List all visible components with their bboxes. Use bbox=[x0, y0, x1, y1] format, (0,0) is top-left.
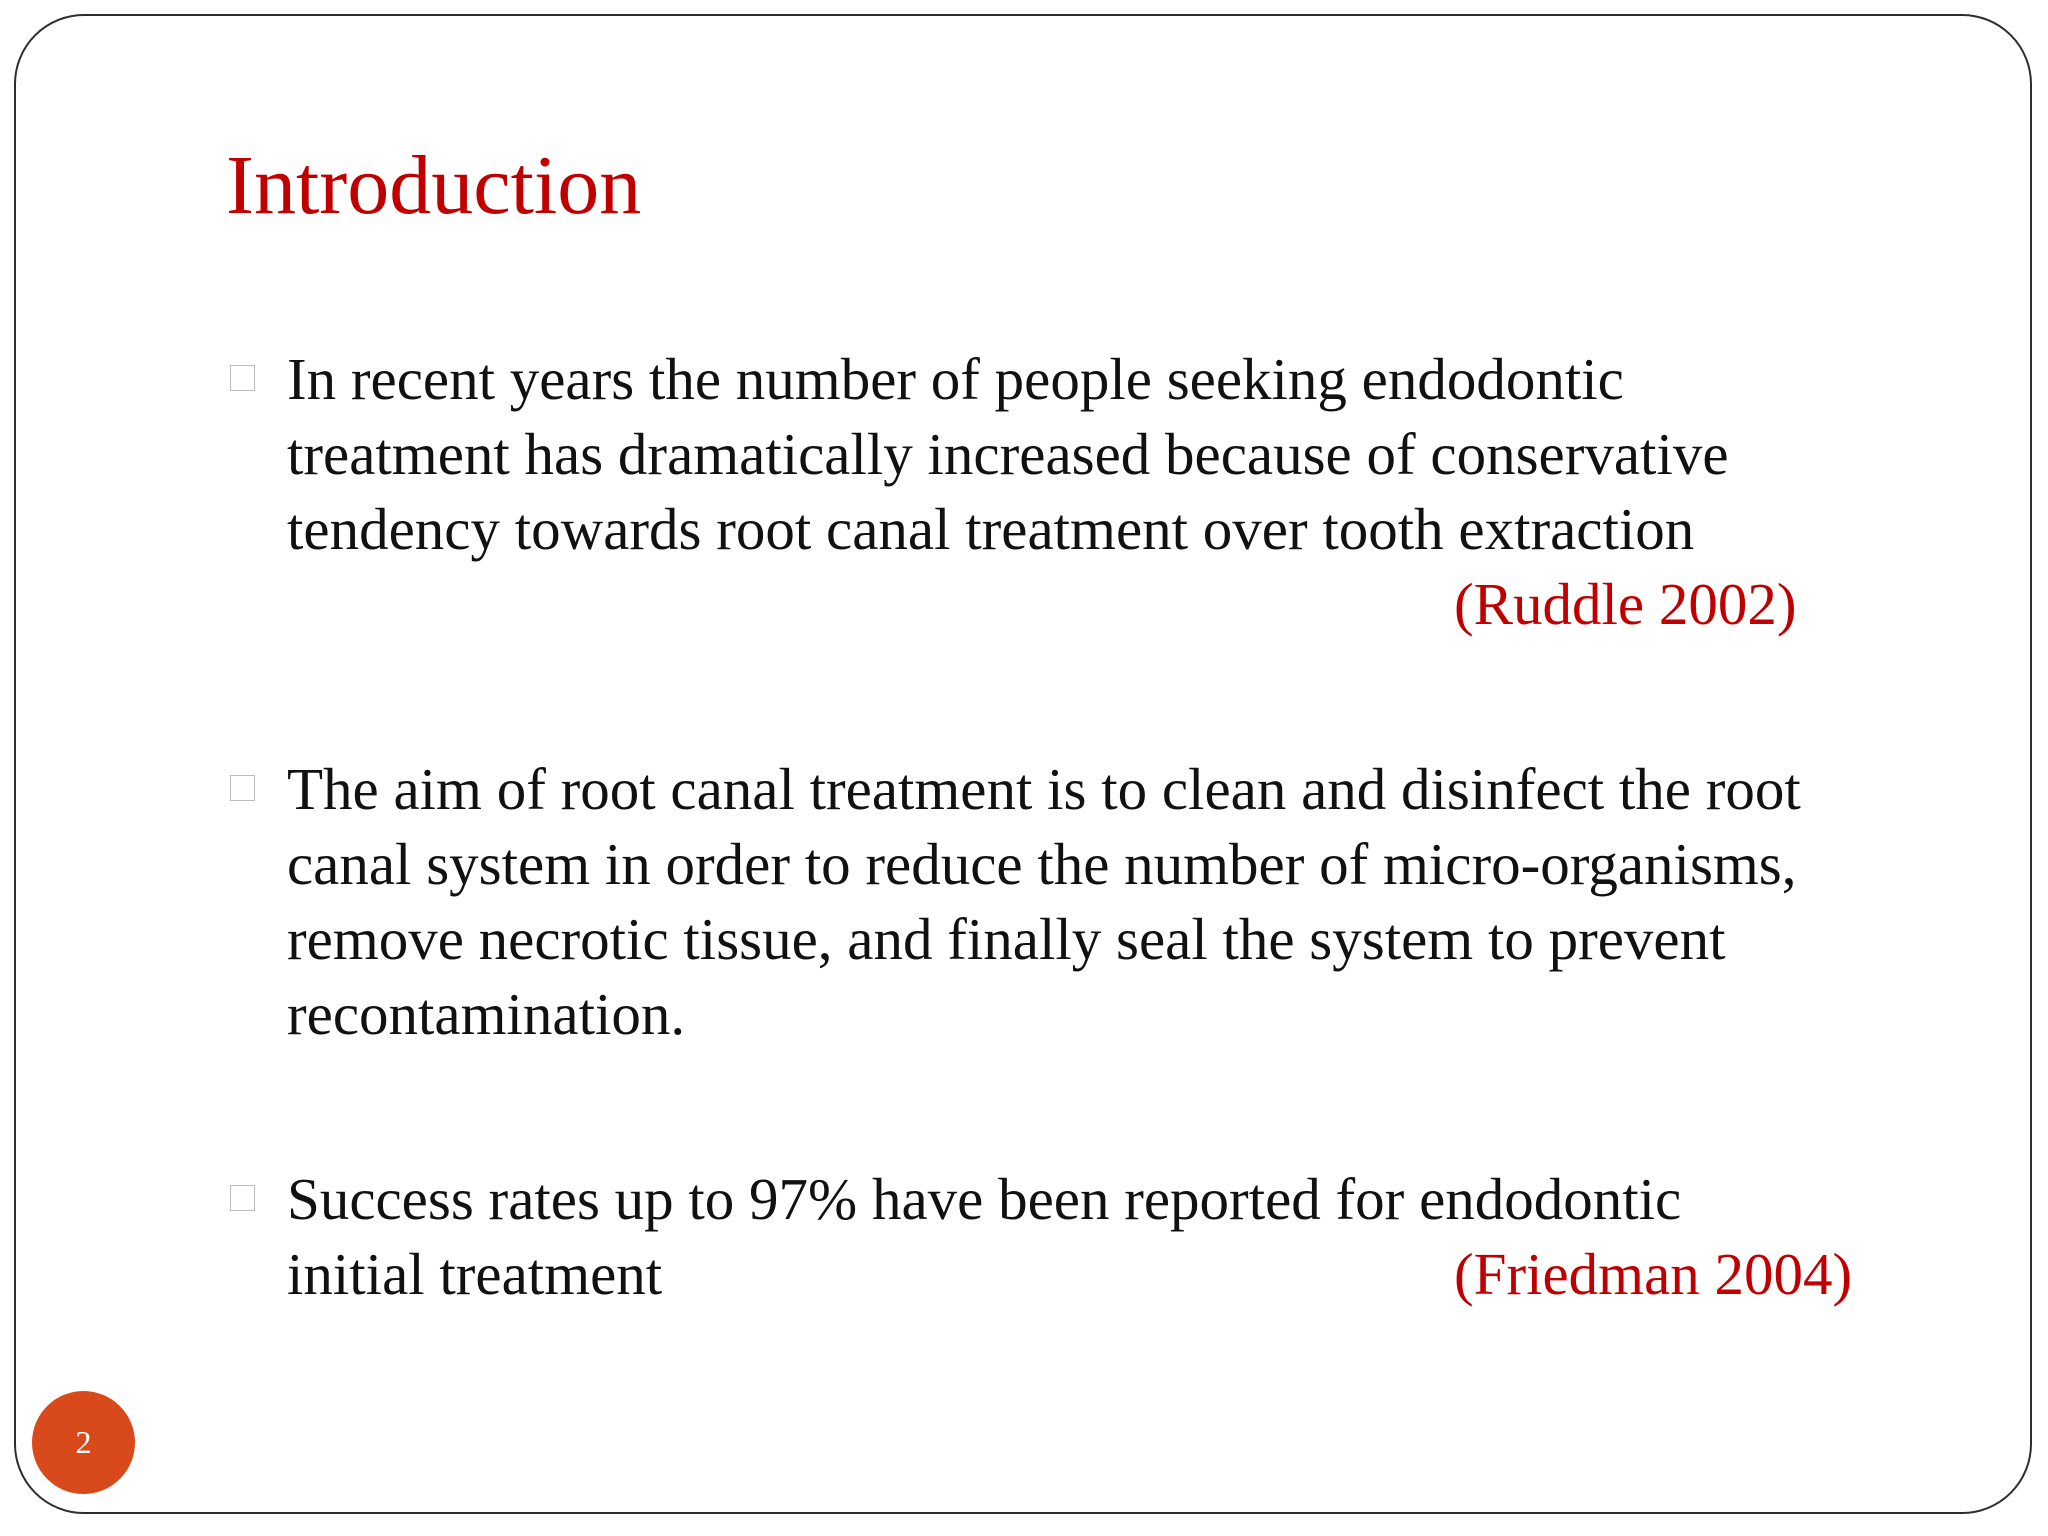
page-number-badge: 2 bbox=[32, 1391, 135, 1494]
bullet-square-icon bbox=[230, 775, 255, 801]
bullet-1-line-2: treatment has dramatically increased because of conservative bbox=[287, 421, 1729, 487]
slide-title: Introduction bbox=[226, 139, 642, 232]
bullet-3-line-1: Success rates up to 97% have been reported for endodontic bbox=[287, 1166, 1682, 1232]
bullet-2-line-2: canal system in order to reduce the number of micro-organisms, bbox=[287, 831, 1797, 897]
citation-ruddle: (Ruddle 2002) bbox=[1454, 571, 1797, 637]
bullet-2-line-1: The aim of root canal treatment is to clean and disinfect the root bbox=[287, 756, 1801, 822]
bullet-1-line-1: In recent years the number of people seeking endodontic bbox=[287, 346, 1624, 412]
bullet-1-line-3: tendency towards root canal treatment over tooth extraction bbox=[287, 496, 1695, 562]
bullet-square-icon bbox=[230, 1185, 255, 1211]
citation-friedman: (Friedman 2004) bbox=[1454, 1241, 1853, 1307]
bullet-square-icon bbox=[230, 365, 255, 391]
bullet-2-line-4: recontamination. bbox=[287, 981, 686, 1047]
bullet-2-line-3: remove necrotic tissue, and finally seal the system to prevent bbox=[287, 906, 1726, 972]
bullet-3-line-2: initial treatment bbox=[287, 1241, 663, 1307]
